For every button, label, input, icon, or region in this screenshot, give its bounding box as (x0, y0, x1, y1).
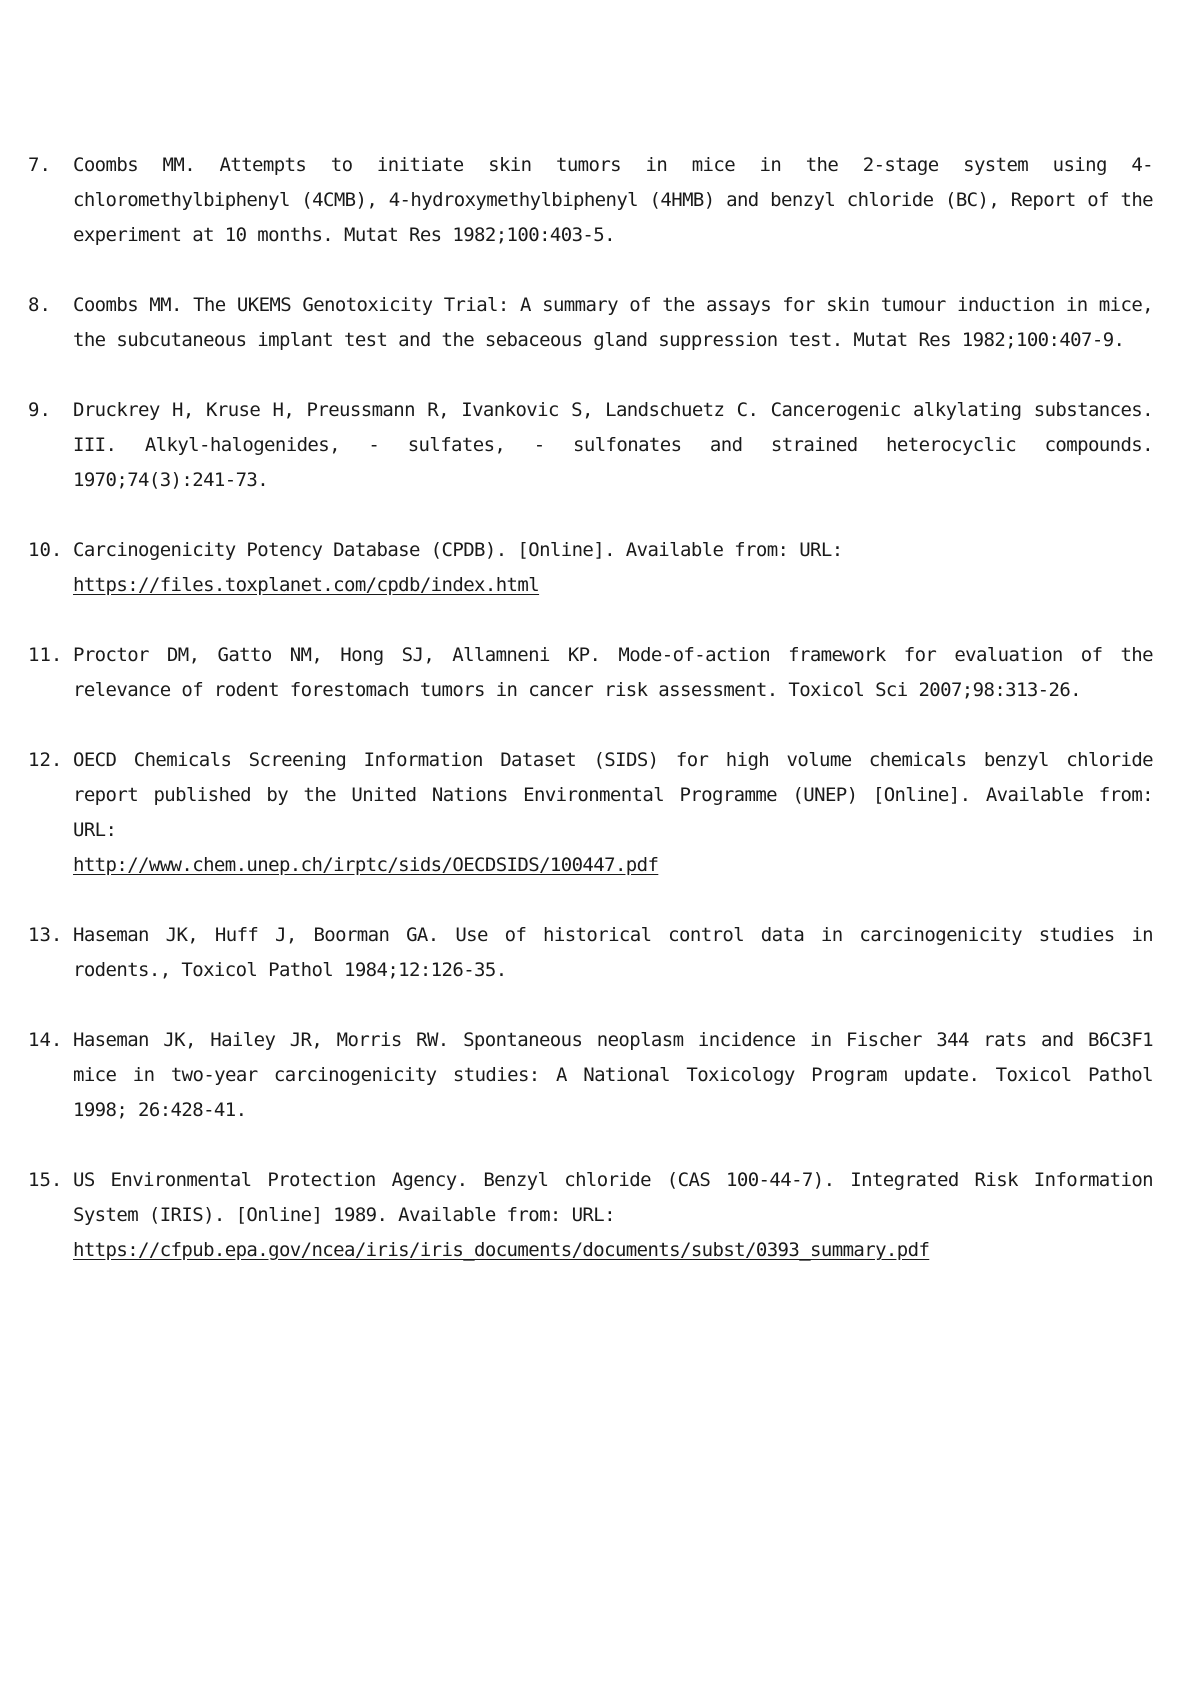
reference-number: 11. (28, 644, 63, 666)
reference-text-block (73, 1163, 1153, 1268)
reference-text-block (73, 918, 1153, 988)
reference-item (28, 393, 1153, 498)
reference-number: 8. (28, 294, 51, 316)
reference-number: 12. (28, 749, 63, 771)
reference-item (28, 743, 1153, 883)
reference-url-link[interactable]: https://files.toxplanet.com/cpdb/index.html (73, 574, 540, 596)
reference-url-link[interactable]: https://cfpub.epa.gov/ncea/iris/iris_documents/documents/subst/0393_summary.pdf (73, 1239, 930, 1261)
reference-text: Druckrey H, Kruse H, Preussmann R, Ivankovic S, Landschuetz C. Cancerogenic alkylating substances. III. Alkyl-halogenides, - sulfates, - sulfonates and strained heterocyclic compounds. 1970;74(3):241-73. (73, 399, 1153, 491)
reference-list (28, 148, 1153, 1303)
reference-item (28, 533, 1153, 603)
reference-text: US Environmental Protection Agency. Benzyl chloride (CAS 100-44-7). Integrated Risk Information System (IRIS). [Online] 1989. Available from: URL: (73, 1169, 1153, 1226)
reference-number: 7. (28, 154, 51, 176)
reference-text-block (73, 1023, 1153, 1128)
reference-item (28, 148, 1153, 253)
reference-number: 9. (28, 399, 51, 421)
reference-text: Coombs MM. Attempts to initiate skin tumors in mice in the 2-stage system using 4- chloromethylbiphenyl (4CMB), 4-hydroxymethylbiphenyl (4HMB) and benzyl chloride (BC), Report of the experiment at 10 months. Mutat Res 1982;100:403-5. (73, 154, 1153, 246)
reference-number: 13. (28, 924, 63, 946)
reference-text: Proctor DM, Gatto NM, Hong SJ, Allamneni KP. Mode-of-action framework for evaluation of the relevance of rodent forestomach tumors in cancer risk assessment. Toxicol Sci 2007;98:313-26. (73, 644, 1153, 701)
reference-item (28, 288, 1153, 358)
reference-item (28, 1023, 1153, 1128)
reference-text: Haseman JK, Hailey JR, Morris RW. Spontaneous neoplasm incidence in Fischer 344 rats and B6C3F1 mice in two-year carcinogenicity studies: A National Toxicology Program update. Toxicol Pathol 1998; 26:428-41. (73, 1029, 1153, 1121)
reference-number: 15. (28, 1169, 63, 1191)
reference-text-block (73, 638, 1153, 708)
reference-item (28, 638, 1153, 708)
reference-text: Carcinogenicity Potency Database (CPDB). [Online]. Available from: URL: (73, 539, 843, 561)
reference-url-link[interactable]: http://www.chem.unep.ch/irptc/sids/OECDSIDS/100447.pdf (73, 854, 659, 876)
reference-number: 10. (28, 539, 63, 561)
reference-text: Coombs MM. The UKEMS Genotoxicity Trial: A summary of the assays for skin tumour induction in mice, the subcutaneous implant test and the sebaceous gland suppression test. Mutat Res 1982;100:407-9. (73, 294, 1153, 351)
reference-text: Haseman JK, Huff J, Boorman GA. Use of historical control data in carcinogenicity studies in rodents., Toxicol Pathol 1984;12:126-35. (73, 924, 1153, 981)
reference-number: 14. (28, 1029, 63, 1051)
reference-text: OECD Chemicals Screening Information Dataset (SIDS) for high volume chemicals benzyl chloride report published by the United Nations Environmental Programme (UNEP) [Online]. Available from: URL: (73, 749, 1153, 841)
reference-item (28, 1163, 1153, 1268)
reference-text-block (73, 533, 1153, 603)
reference-item (28, 918, 1153, 988)
reference-text-block (73, 743, 1153, 883)
reference-text-block (73, 288, 1153, 358)
reference-text-block (73, 393, 1153, 498)
reference-text-block (73, 148, 1153, 253)
